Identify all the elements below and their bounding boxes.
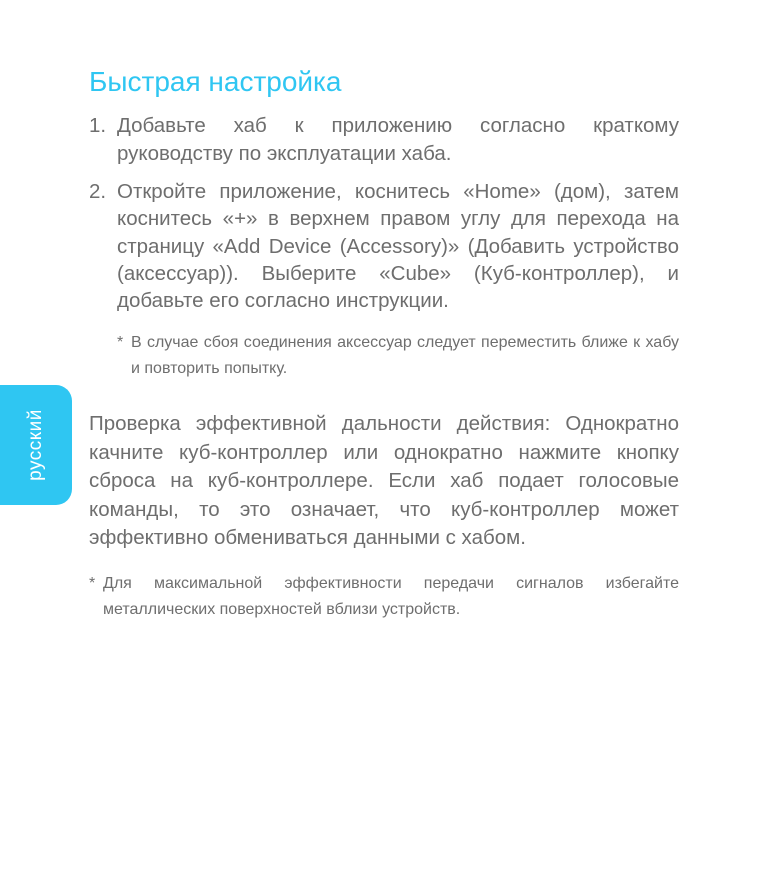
- language-tab: [0, 385, 72, 505]
- setup-steps-list: [89, 112, 679, 314]
- note-text: Для максимальной эффективности передачи сигналов избегайте металлических поверхностей вблизи устройств.: [103, 574, 679, 618]
- step-text: Добавьте хаб к приложению согласно краткому руководству по эксплуатации хаба.: [117, 114, 679, 165]
- step-number: 2.: [89, 179, 107, 203]
- connection-note: [117, 330, 679, 382]
- step-text: Откройте приложение, коснитесь «Home» (дом), затем коснитесь «+» в верхнем правом углу для перехода на страницу «Add Device (Accessory)» (Добавить устройство (аксессуар)). Выберите «Cube» (Куб-контроллер), и добавьте его согласно инструкции.: [117, 179, 679, 313]
- step-number: 1.: [89, 114, 107, 138]
- page-title: Быстрая настройка: [89, 66, 342, 97]
- range-note: [89, 571, 679, 623]
- note-marker: *: [89, 574, 96, 592]
- range-check-paragraph: Проверка эффективной дальности действия: Однократно качните куб-контроллер или однократно нажмите кнопку сброса на куб-контроллере. Если хаб подает голосовые команды, то это означает, что куб-контроллер может эффективно обмениваться данными с хабом.: [89, 412, 679, 550]
- language-tab-label: русский: [25, 409, 46, 481]
- note-text: В случае сбоя соединения аксессуар следует переместить ближе к хабу и повторить попытку.: [131, 334, 679, 378]
- page-content: [89, 64, 679, 623]
- note-marker: *: [117, 334, 124, 352]
- step-item: [89, 178, 679, 314]
- step-item: [89, 112, 679, 167]
